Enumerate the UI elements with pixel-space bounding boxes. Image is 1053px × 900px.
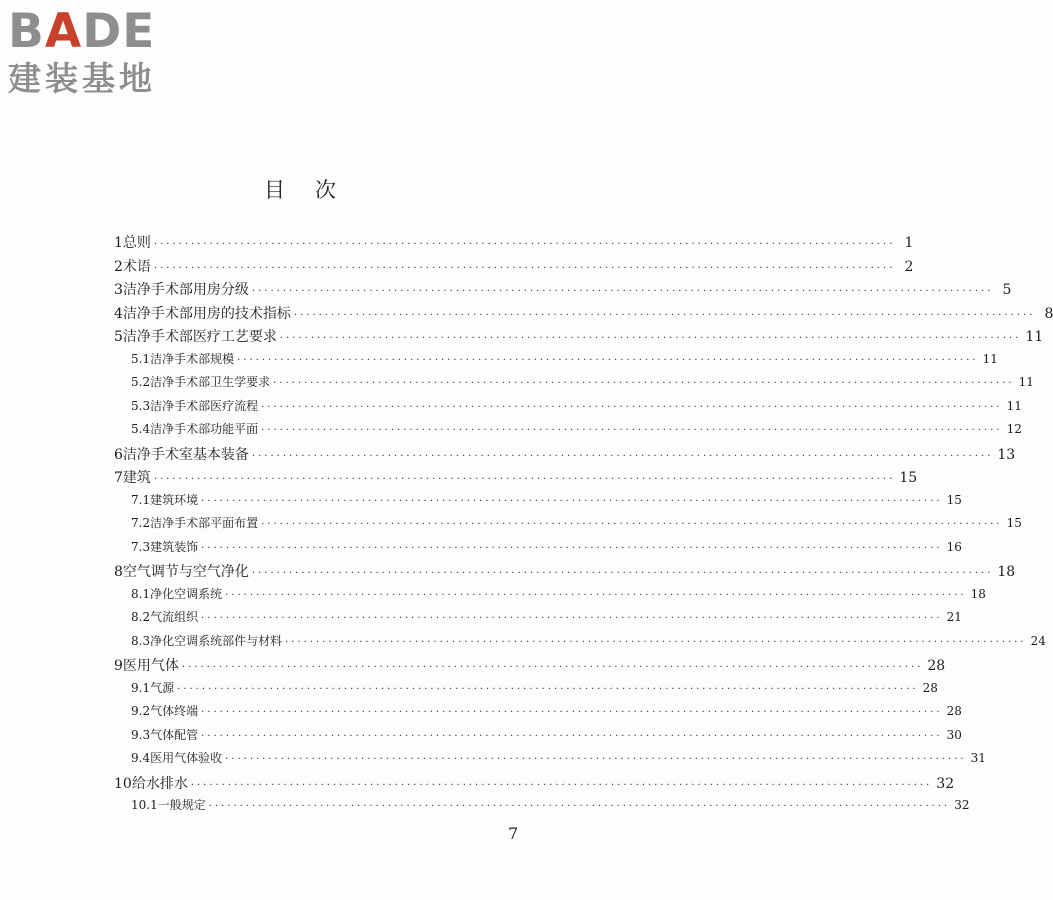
toc-entry-page: 18 xyxy=(997,564,1016,580)
toc-leader-dots: ························································································································ xyxy=(285,636,1027,648)
toc-section-entry xyxy=(114,796,970,820)
toc-section-entry xyxy=(114,397,1022,421)
toc-entry-number: 8.2 xyxy=(131,610,151,624)
toc-entry-page: 11 xyxy=(982,351,998,366)
toc-chapter-entry xyxy=(114,303,1053,327)
toc-section-entry xyxy=(114,514,1022,538)
toc-section-entry xyxy=(114,726,962,750)
toc-entry-title: 医用气体验收 xyxy=(150,751,223,765)
logo-subtitle: 建装基地 xyxy=(8,59,156,98)
toc-leader-dots: ························································································································ xyxy=(293,309,1036,321)
toc-entry-page: 21 xyxy=(946,610,962,624)
toc-entry-number: 8.1 xyxy=(131,586,151,601)
toc-leader-dots: ························································································································ xyxy=(201,730,943,742)
toc-leader-dots: ························································································································ xyxy=(153,262,896,274)
toc-leader-dots: ························································································································ xyxy=(201,707,943,718)
toc-section-entry xyxy=(114,608,962,632)
toc-entry-number: 5 xyxy=(114,329,123,345)
toc-entry-title: 洁净手术部卫生学要求 xyxy=(150,375,271,389)
toc-leader-dots: ························································································································ xyxy=(201,542,943,554)
toc-entry-page: 5 xyxy=(1002,282,1012,298)
toc-entry-title: 建筑装饰 xyxy=(150,539,199,554)
toc-entry-title: 建筑 xyxy=(122,470,151,486)
toc-leader-dots: ························································································································ xyxy=(225,589,967,601)
toc-entry-number: 6 xyxy=(114,446,123,463)
toc-entry-number: 3 xyxy=(114,282,123,298)
toc-leader-dots: ························································································································ xyxy=(237,354,979,366)
toc-chapter-entry xyxy=(114,467,918,491)
toc-section-entry xyxy=(114,679,938,703)
toc-entry-page: 18 xyxy=(970,586,986,601)
toc-leader-dots: ························································································································ xyxy=(279,333,1022,344)
toc-entry-number: 10.1 xyxy=(131,798,158,812)
toc-entry-title: 术语 xyxy=(122,258,151,275)
toc-section-entry xyxy=(114,350,998,374)
toc-entry-page: 13 xyxy=(997,446,1016,463)
toc-leader-dots: ························································································································ xyxy=(273,378,1015,389)
toc-entry-title: 净化空调系统部件与材料 xyxy=(150,633,283,648)
table-of-contents xyxy=(114,232,1053,820)
toc-entry-number: 9.3 xyxy=(131,727,151,742)
toc-section-entry xyxy=(114,491,962,515)
toc-entry-title: 洁净手术部用房分级 xyxy=(122,282,249,298)
toc-entry-number: 9.1 xyxy=(131,680,151,695)
toc-entry-page: 12 xyxy=(1006,422,1022,436)
toc-chapter-entry xyxy=(114,773,955,797)
toc-section-entry xyxy=(114,420,1022,444)
toc-chapter-entry xyxy=(114,256,914,280)
toc-entry-title: 净化空调系统 xyxy=(150,586,223,601)
toc-leader-dots: ························································································································ xyxy=(181,662,924,673)
toc-leader-dots: ························································································································ xyxy=(153,239,896,250)
toc-entry-number: 5.3 xyxy=(131,398,151,413)
toc-leader-dots: ························································································································ xyxy=(153,474,896,485)
toc-entry-page: 28 xyxy=(922,680,938,695)
toc-entry-page: 31 xyxy=(970,751,986,765)
toc-entry-number: 10 xyxy=(114,775,132,792)
toc-entry-page: 24 xyxy=(1030,633,1046,648)
toc-entry-title: 洁净手术部医疗工艺要求 xyxy=(122,329,277,345)
toc-entry-page: 15 xyxy=(1006,516,1022,530)
toc-section-entry xyxy=(114,373,1034,397)
toc-chapter-entry xyxy=(114,279,1012,303)
toc-entry-number: 7.1 xyxy=(131,492,151,507)
toc-chapter-entry xyxy=(114,444,1016,468)
toc-entry-title: 洁净手术室基本装备 xyxy=(122,446,249,463)
toc-entry-number: 9 xyxy=(114,658,123,674)
toc-entry-page: 32 xyxy=(954,798,970,812)
toc-entry-title: 洁净手术部医疗流程 xyxy=(150,398,259,413)
toc-entry-page: 28 xyxy=(927,658,946,674)
toc-leader-dots: ························································································································ xyxy=(201,613,943,624)
toc-entry-number: 5.2 xyxy=(131,375,151,389)
toc-leader-dots: ························································································································ xyxy=(251,568,994,579)
toc-entry-page: 11 xyxy=(1025,329,1044,345)
toc-entry-page: 15 xyxy=(899,470,918,486)
toc-entry-number: 4 xyxy=(114,305,123,322)
toc-leader-dots: ························································································································ xyxy=(251,286,994,297)
toc-section-entry xyxy=(114,749,986,773)
toc-leader-dots: ························································································································ xyxy=(261,519,1003,530)
toc-entry-page: 15 xyxy=(946,492,962,507)
toc-section-entry xyxy=(114,632,1046,656)
toc-entry-title: 气体配管 xyxy=(150,727,199,742)
toc-chapter-entry xyxy=(114,561,1016,585)
toc-leader-dots: ························································································································ xyxy=(261,401,1003,413)
toc-title: 目次 xyxy=(264,178,366,202)
toc-leader-dots: ························································································································ xyxy=(225,754,967,765)
toc-entry-page: 11 xyxy=(1006,398,1022,413)
toc-entry-number: 2 xyxy=(114,258,123,275)
toc-section-entry xyxy=(114,702,962,726)
toc-entry-page: 16 xyxy=(946,539,962,554)
page-number: 7 xyxy=(508,824,519,843)
toc-entry-title: 气源 xyxy=(150,680,175,695)
toc-entry-page: 30 xyxy=(946,727,962,742)
toc-section-entry xyxy=(114,538,962,562)
toc-entry-number: 7 xyxy=(114,470,123,486)
toc-entry-title: 一般规定 xyxy=(157,798,206,812)
toc-leader-dots: ························································································································ xyxy=(208,801,951,812)
toc-entry-page: 28 xyxy=(946,704,962,718)
toc-entry-number: 1 xyxy=(114,235,123,251)
toc-entry-number: 5.1 xyxy=(131,351,151,366)
toc-entry-number: 9.4 xyxy=(131,751,151,765)
toc-entry-title: 医用气体 xyxy=(122,658,179,674)
toc-chapter-entry xyxy=(114,326,1044,350)
toc-entry-page: 32 xyxy=(936,775,955,792)
toc-entry-number: 7.2 xyxy=(131,516,151,530)
toc-entry-title: 空气调节与空气净化 xyxy=(122,564,249,580)
toc-leader-dots: ························································································································ xyxy=(261,425,1003,436)
toc-entry-title: 建筑环境 xyxy=(150,492,199,507)
toc-section-entry xyxy=(114,585,986,609)
toc-entry-title: 洁净手术部功能平面 xyxy=(150,422,259,436)
toc-entry-page: 11 xyxy=(1018,375,1034,389)
toc-entry-title: 洁净手术部规模 xyxy=(150,351,235,366)
toc-chapter-entry xyxy=(114,232,914,256)
toc-leader-dots: ························································································································ xyxy=(190,779,933,791)
toc-entry-title: 给水排水 xyxy=(131,775,188,792)
toc-entry-page: 8 xyxy=(1044,305,1053,322)
toc-entry-page: 1 xyxy=(904,235,914,251)
toc-chapter-entry xyxy=(114,655,946,679)
toc-entry-title: 总则 xyxy=(122,235,151,251)
toc-entry-title: 气体终端 xyxy=(150,704,199,718)
toc-entry-number: 8 xyxy=(114,564,123,580)
toc-entry-number: 5.4 xyxy=(131,422,151,436)
toc-entry-title: 洁净手术部用房的技术指标 xyxy=(122,305,291,322)
toc-entry-title: 洁净手术部平面布置 xyxy=(150,516,259,530)
toc-entry-number: 9.2 xyxy=(131,704,151,718)
toc-entry-title: 气流组织 xyxy=(150,610,199,624)
brand-logo xyxy=(8,6,178,98)
toc-leader-dots: ························································································································ xyxy=(177,683,919,695)
toc-entry-number: 7.3 xyxy=(131,539,151,554)
toc-leader-dots: ························································································································ xyxy=(201,495,943,507)
logo-wordmark: BADE xyxy=(8,4,156,59)
toc-leader-dots: ························································································································ xyxy=(251,450,994,462)
toc-entry-page: 2 xyxy=(904,258,914,275)
toc-entry-number: 8.3 xyxy=(131,633,151,648)
